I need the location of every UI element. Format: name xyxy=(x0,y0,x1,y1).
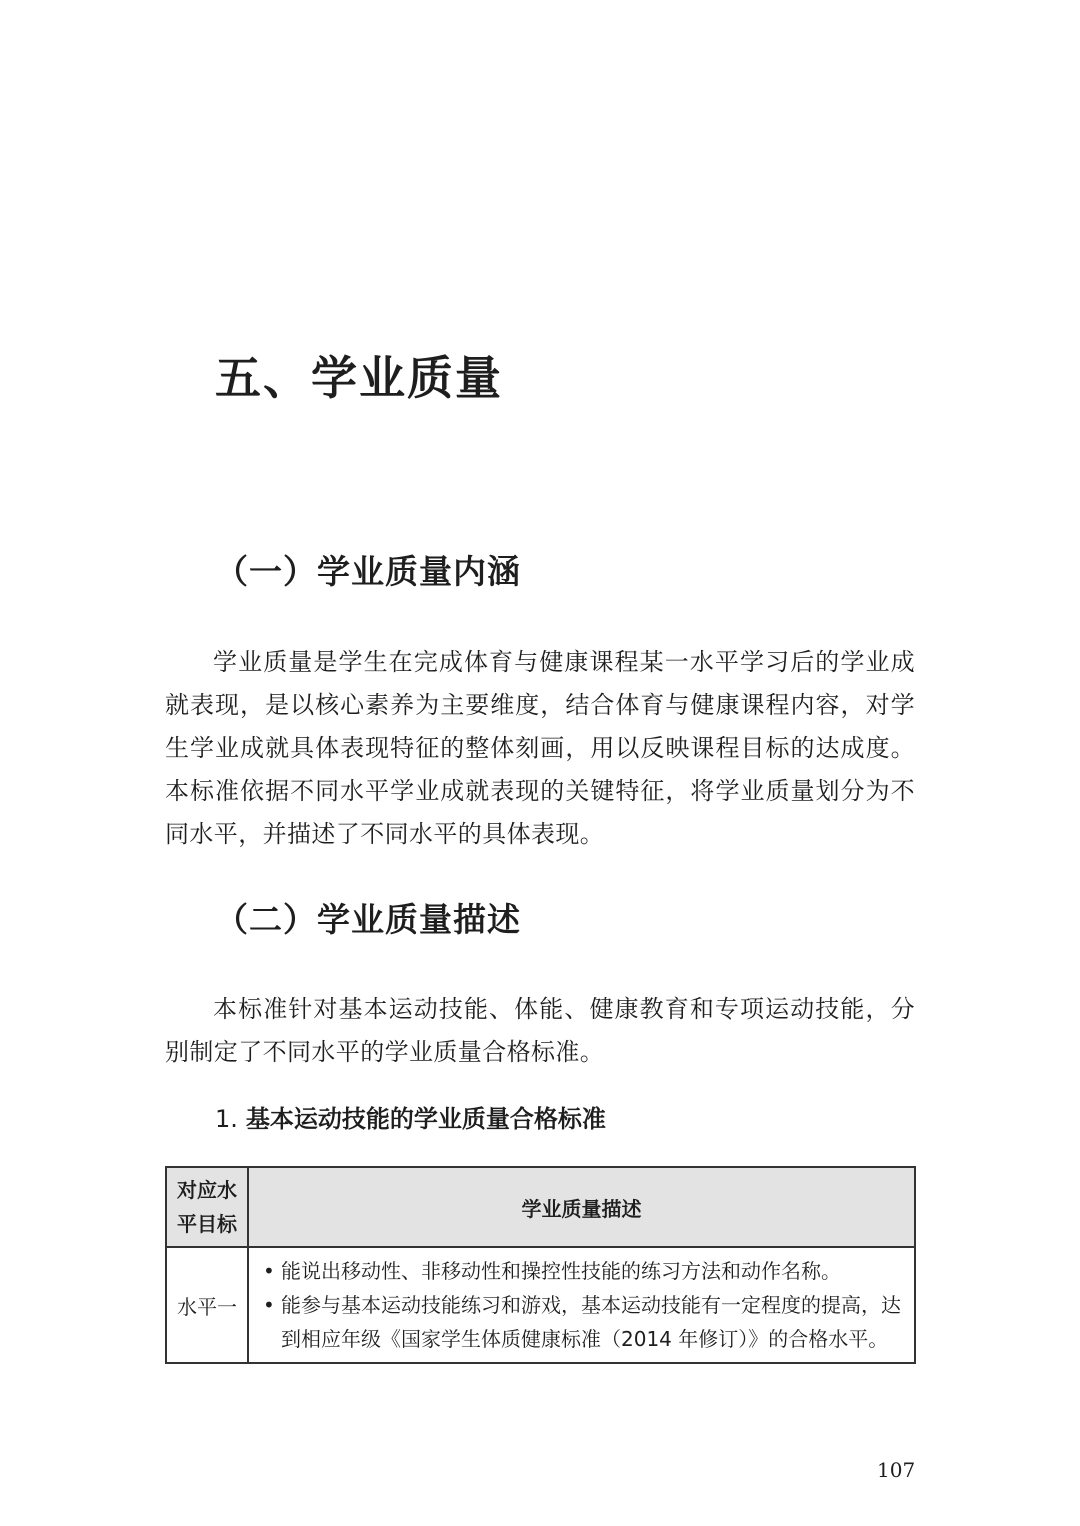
chapter-title: 五、学业质量 xyxy=(215,351,503,405)
subsection-number: 1. xyxy=(215,1105,238,1133)
header-level-line1: 对应水 xyxy=(177,1178,237,1202)
level-cell: 水平一 xyxy=(166,1247,248,1363)
subsection-title-text: 基本运动技能的学业质量合格标准 xyxy=(245,1105,606,1133)
page-number: 107 xyxy=(877,1458,916,1482)
header-level-target xyxy=(166,1167,248,1247)
header-quality-description: 学业质量描述 xyxy=(248,1167,915,1247)
description-item: • 能参与基本运动技能练习和游戏，基本运动技能有一定程度的提高，达到相应年级《国家学生体质健康标准（2014 年修订）》的合格水平。 xyxy=(261,1288,902,1356)
description-cell xyxy=(248,1247,915,1363)
table-header-row xyxy=(166,1167,915,1247)
header-level-line2: 平目标 xyxy=(177,1212,237,1236)
description-list xyxy=(261,1254,902,1356)
quality-standard-table xyxy=(165,1166,916,1364)
subsection-title-basic-motor-skills xyxy=(215,1101,606,1137)
paragraph-connotation: 学业质量是学生在完成体育与健康课程某一水平学习后的学业成就表现，是以核心素养为主要维度，结合体育与健康课程内容，对学生学业成就具体表现特征的整体刻画，用以反映课程目标的达成度。本标准依据不同水平学业成就表现的关键特征，将学业质量划分为不同水平，并描述了不同水平的具体表现。 xyxy=(165,648,915,848)
table-row xyxy=(166,1247,915,1363)
description-item: • 能说出移动性、非移动性和操控性技能的练习方法和动作名称。 xyxy=(261,1254,902,1288)
paragraph-description: 本标准针对基本运动技能、体能、健康教育和专项运动技能，分别制定了不同水平的学业质量合格标准。 xyxy=(165,995,915,1066)
section-title-description: （二）学业质量描述 xyxy=(215,900,521,939)
section-title-connotation: （一）学业质量内涵 xyxy=(215,552,521,591)
